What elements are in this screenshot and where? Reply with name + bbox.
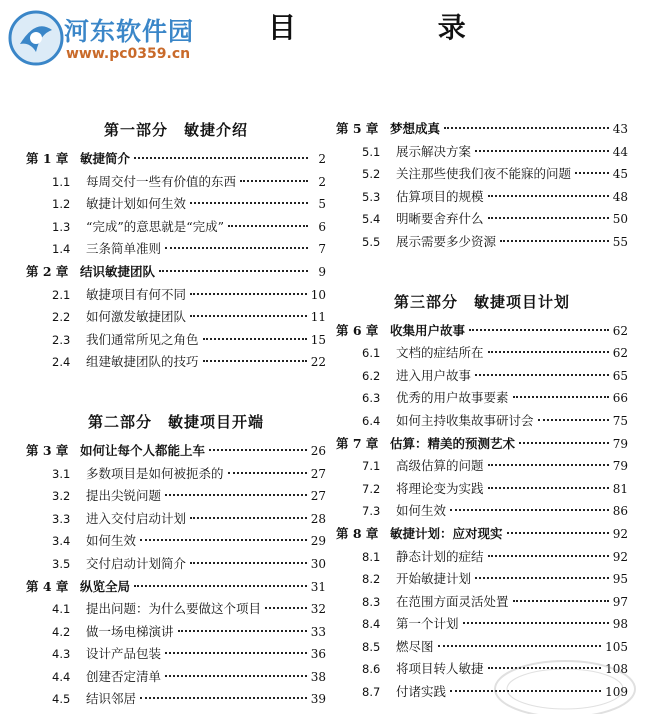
toc-section-row <box>336 546 628 569</box>
dot-leader <box>165 247 308 249</box>
page-number: 31 <box>310 579 326 594</box>
toc-chapter-row <box>26 440 326 463</box>
section-number: 8.3 <box>362 594 381 609</box>
toc-chapter-row <box>336 433 628 456</box>
section-title: 高级估算的问题 <box>396 458 484 474</box>
section-number: 1.2 <box>52 197 71 212</box>
page-number: 105 <box>605 639 628 654</box>
chapter-number: 第 6 章 <box>336 322 379 338</box>
chapter-title: 梦想成真 <box>390 121 441 136</box>
section-title: 估算项目的规模 <box>396 188 484 204</box>
dot-leader <box>134 157 308 159</box>
toc-section-row <box>336 186 628 209</box>
dot-leader <box>134 585 307 587</box>
section-number: 7.2 <box>362 481 381 496</box>
section-title: 创建否定清单 <box>86 668 162 684</box>
section-number: 8.6 <box>362 662 381 677</box>
page-number: 38 <box>310 669 326 684</box>
dot-leader <box>190 517 307 519</box>
section-title: 文档的症结所在 <box>396 345 484 361</box>
page-number: 95 <box>612 572 628 587</box>
page-number: 27 <box>310 489 326 504</box>
page-number: 2 <box>318 174 326 189</box>
page-number: 6 <box>318 219 326 234</box>
toc-section-row <box>26 485 326 508</box>
page-number: 29 <box>310 534 326 549</box>
dot-leader <box>228 472 307 474</box>
page-number: 44 <box>612 144 628 159</box>
watermark-site-url: www.pc0359.cn <box>66 46 191 62</box>
section-title: 将理论变为实践 <box>396 480 484 496</box>
section-number: 1.4 <box>52 242 71 257</box>
section-number: 3.1 <box>52 466 71 481</box>
dot-leader <box>190 315 307 317</box>
section-number: 3.2 <box>52 489 71 504</box>
toc-chapter-row <box>336 118 628 141</box>
part-heading: 第一部分 敏捷介绍 <box>103 121 248 139</box>
dot-leader <box>228 225 308 227</box>
section-number: 4.2 <box>52 624 71 639</box>
toc-section-row <box>336 365 628 388</box>
dot-leader <box>475 577 609 579</box>
page-number: 75 <box>612 413 628 428</box>
page-number: 10 <box>310 287 326 302</box>
section-title: 我们通常所见之角色 <box>86 331 199 347</box>
page-number: 109 <box>605 685 628 700</box>
dot-leader <box>140 697 307 699</box>
watermark-stamp <box>490 644 640 714</box>
section-number: 8.2 <box>362 572 381 587</box>
toc-chapter-row <box>26 576 326 599</box>
chapter-title: 估算：精美的预测艺术 <box>390 435 516 451</box>
toc-section-row <box>336 342 628 365</box>
section-number: 5.4 <box>362 212 381 227</box>
section-title: 展示需要多少资源 <box>396 233 497 249</box>
toc-chapter-row <box>336 523 628 546</box>
page-number: 97 <box>612 594 628 609</box>
part-spacer <box>26 374 326 404</box>
dot-leader <box>513 396 609 398</box>
toc-section-row <box>336 141 628 164</box>
dot-leader <box>190 202 308 204</box>
chapter-title: 纵览全局 <box>80 578 131 594</box>
page-number: 92 <box>612 526 628 541</box>
dot-leader <box>444 127 609 129</box>
dot-leader <box>265 607 307 609</box>
section-number: 5.3 <box>362 189 381 204</box>
toc-right-column <box>336 118 628 704</box>
toc-section-row <box>336 455 628 478</box>
toc-section-row <box>26 284 326 307</box>
page-number: 50 <box>612 212 628 227</box>
chapter-number: 第 3 章 <box>26 442 69 458</box>
toc-section-row <box>26 598 326 621</box>
toc-chapter-row <box>26 148 326 171</box>
section-number: 2.2 <box>52 310 71 325</box>
chapter-number: 第 7 章 <box>336 435 379 451</box>
section-title: 多数项目是如何被扼杀的 <box>86 465 224 481</box>
dot-leader <box>165 494 307 496</box>
toc-section-row <box>26 688 326 711</box>
page-number: 2 <box>318 152 326 166</box>
section-title: 提出问题：为什么要做这个项目 <box>86 601 262 617</box>
toc-section-row <box>26 193 326 216</box>
section-title: 在范围方面灵活处置 <box>396 593 509 609</box>
toc-chapter-row <box>26 261 326 284</box>
section-number: 3.3 <box>52 511 71 526</box>
dot-leader <box>475 374 609 376</box>
page-number: 22 <box>310 355 326 370</box>
toc-section-row <box>26 463 326 486</box>
section-number: 4.3 <box>52 647 71 662</box>
page-number: 86 <box>612 504 628 519</box>
section-title: 关注那些使我们夜不能寐的问题 <box>396 166 572 182</box>
section-title: 每周交付一些有价值的东西 <box>86 173 237 189</box>
dot-leader <box>488 217 609 219</box>
section-title: 结识邻居 <box>86 691 137 707</box>
section-number: 8.4 <box>362 617 381 632</box>
site-logo-icon <box>6 8 66 68</box>
dot-leader <box>500 240 609 242</box>
chapter-number: 第 5 章 <box>336 121 379 136</box>
section-title: 三条简单准则 <box>86 241 162 257</box>
section-title: 如何主持收集故事研讨会 <box>396 412 534 428</box>
dot-leader <box>190 562 307 564</box>
section-title: 交付启动计划简介 <box>86 555 187 571</box>
section-number: 7.3 <box>362 504 381 519</box>
watermark-site-name: 河东软件园 <box>64 17 195 46</box>
section-number: 1.3 <box>52 219 71 234</box>
section-number: 2.1 <box>52 287 71 302</box>
dot-leader <box>203 360 307 362</box>
section-title: 优秀的用户故事要素 <box>396 390 509 406</box>
section-number: 8.7 <box>362 685 381 700</box>
chapter-title: 收集用户故事 <box>390 322 466 338</box>
dot-leader <box>450 509 609 511</box>
section-number: 5.5 <box>362 234 381 249</box>
section-number: 1.1 <box>52 174 71 189</box>
dot-leader <box>507 532 609 534</box>
page-number: 33 <box>310 624 326 639</box>
chapter-title: 如何让每个人都能上车 <box>80 442 206 458</box>
section-number: 4.1 <box>52 602 71 617</box>
section-title: 敏捷计划如何生效 <box>86 196 187 212</box>
dot-leader <box>488 195 609 197</box>
section-number: 3.5 <box>52 556 71 571</box>
page-number: 62 <box>612 346 628 361</box>
page-number: 5 <box>318 197 326 212</box>
toc-section-row <box>26 643 326 666</box>
section-title: 进入交付启动计划 <box>86 510 187 526</box>
section-title: 如何生效 <box>86 533 137 549</box>
section-title: 组建敏捷团队的技巧 <box>86 354 199 370</box>
section-title: 做一场电梯演讲 <box>86 623 174 639</box>
chapter-title: 结识敏捷团队 <box>80 263 156 279</box>
chapter-number: 第 1 章 <box>26 151 69 166</box>
section-title: 如何生效 <box>396 503 447 519</box>
section-title: 明晰要舍弃什么 <box>396 211 484 227</box>
section-number: 3.4 <box>52 534 71 549</box>
dot-leader <box>488 487 609 489</box>
page-number: 28 <box>310 511 326 526</box>
page-number: 48 <box>612 189 628 204</box>
page-number: 11 <box>310 310 326 325</box>
toc-section-row <box>26 238 326 261</box>
page-number: 81 <box>612 481 628 496</box>
section-title: 设计产品包装 <box>86 646 162 662</box>
toc-section-row <box>336 613 628 636</box>
section-number: 4.5 <box>52 692 71 707</box>
dot-leader <box>165 675 307 677</box>
toc-section-row <box>336 208 628 231</box>
page-number: 27 <box>310 466 326 481</box>
section-number: 5.2 <box>362 167 381 182</box>
toc-left-column <box>26 112 326 711</box>
dot-leader <box>240 180 308 182</box>
section-title: 静态计划的症结 <box>396 548 484 564</box>
toc-section-row <box>336 231 628 254</box>
dot-leader <box>488 464 609 466</box>
toc-section-row <box>26 171 326 194</box>
toc-chapter-row <box>336 320 628 343</box>
section-number: 6.4 <box>362 413 381 428</box>
page-number: 65 <box>612 368 628 383</box>
section-title: 开始敏捷计划 <box>396 571 472 587</box>
page-number: 30 <box>310 556 326 571</box>
section-title: 提出尖锐问题 <box>86 488 162 504</box>
part-spacer <box>336 254 628 284</box>
section-number: 6.3 <box>362 391 381 406</box>
page-number: 36 <box>310 647 326 662</box>
toc-section-row <box>26 216 326 239</box>
chapter-title: 敏捷简介 <box>80 151 131 166</box>
toc-section-row <box>26 530 326 553</box>
toc-section-row <box>336 163 628 186</box>
toc-section-row <box>26 306 326 329</box>
dot-leader <box>575 172 609 174</box>
page-number: 9 <box>318 264 326 279</box>
toc-section-row <box>26 553 326 576</box>
dot-leader <box>463 622 609 624</box>
toc-section-row <box>26 508 326 531</box>
chapter-number: 第 8 章 <box>336 525 379 541</box>
section-number: 2.3 <box>52 332 71 347</box>
dot-leader <box>209 449 307 451</box>
page-title: 目 录 <box>268 11 532 44</box>
toc-section-row <box>336 591 628 614</box>
dot-leader <box>159 270 308 272</box>
chapter-number: 第 4 章 <box>26 578 69 594</box>
page-number: 39 <box>310 692 326 707</box>
page-number: 62 <box>612 323 628 338</box>
page-number: 92 <box>612 549 628 564</box>
dot-leader <box>488 351 609 353</box>
dot-leader <box>475 150 609 152</box>
section-title: 燃尽图 <box>396 638 434 654</box>
toc-section-row <box>26 666 326 689</box>
dot-leader <box>469 329 609 331</box>
section-number: 6.2 <box>362 368 381 383</box>
section-title: 付诸实践 <box>396 684 447 700</box>
toc-section-row <box>336 478 628 501</box>
toc-section-row <box>26 621 326 644</box>
toc-section-row <box>26 351 326 374</box>
page-number: 66 <box>612 391 628 406</box>
section-number: 5.1 <box>362 144 381 159</box>
section-number: 2.4 <box>52 355 71 370</box>
dot-leader <box>165 652 307 654</box>
toc-section-row <box>336 410 628 433</box>
dot-leader <box>178 630 307 632</box>
section-number: 7.1 <box>362 459 381 474</box>
page-number: 108 <box>605 662 628 677</box>
page-number: 98 <box>612 617 628 632</box>
section-number: 8.5 <box>362 639 381 654</box>
page-number: 79 <box>612 436 628 451</box>
toc-section-row <box>336 500 628 523</box>
page-number: 79 <box>612 459 628 474</box>
section-title: “完成”的意思就是“完成” <box>86 218 225 234</box>
section-title: 将项目转人敏捷 <box>396 661 484 677</box>
toc-section-row <box>336 387 628 410</box>
dot-leader <box>190 293 307 295</box>
page-number: 15 <box>310 332 326 347</box>
section-number: 4.4 <box>52 669 71 684</box>
section-title: 进入用户故事 <box>396 367 472 383</box>
section-title: 敏捷项目有何不同 <box>86 286 187 302</box>
chapter-number: 第 2 章 <box>26 263 69 279</box>
section-title: 第一个计划 <box>396 616 459 632</box>
page-number: 32 <box>310 602 326 617</box>
page-number: 26 <box>310 443 326 458</box>
toc-section-row <box>336 568 628 591</box>
section-number: 6.1 <box>362 346 381 361</box>
part-heading: 第二部分 敏捷项目开端 <box>87 412 264 431</box>
dot-leader <box>488 555 609 557</box>
dot-leader <box>203 338 307 340</box>
dot-leader <box>140 539 307 541</box>
section-title: 如何激发敏捷团队 <box>86 309 187 325</box>
chapter-title: 敏捷计划：应对现实 <box>390 525 503 541</box>
section-number: 8.1 <box>362 549 381 564</box>
toc-section-row <box>26 329 326 352</box>
page-number: 45 <box>612 167 628 182</box>
page-number: 43 <box>612 122 628 136</box>
section-title: 展示解决方案 <box>396 143 472 159</box>
page-number: 55 <box>612 234 628 249</box>
part-heading: 第三部分 敏捷项目计划 <box>393 292 570 311</box>
page-number: 7 <box>318 242 326 257</box>
dot-leader <box>538 419 609 421</box>
dot-leader <box>519 442 609 444</box>
dot-leader <box>513 600 609 602</box>
